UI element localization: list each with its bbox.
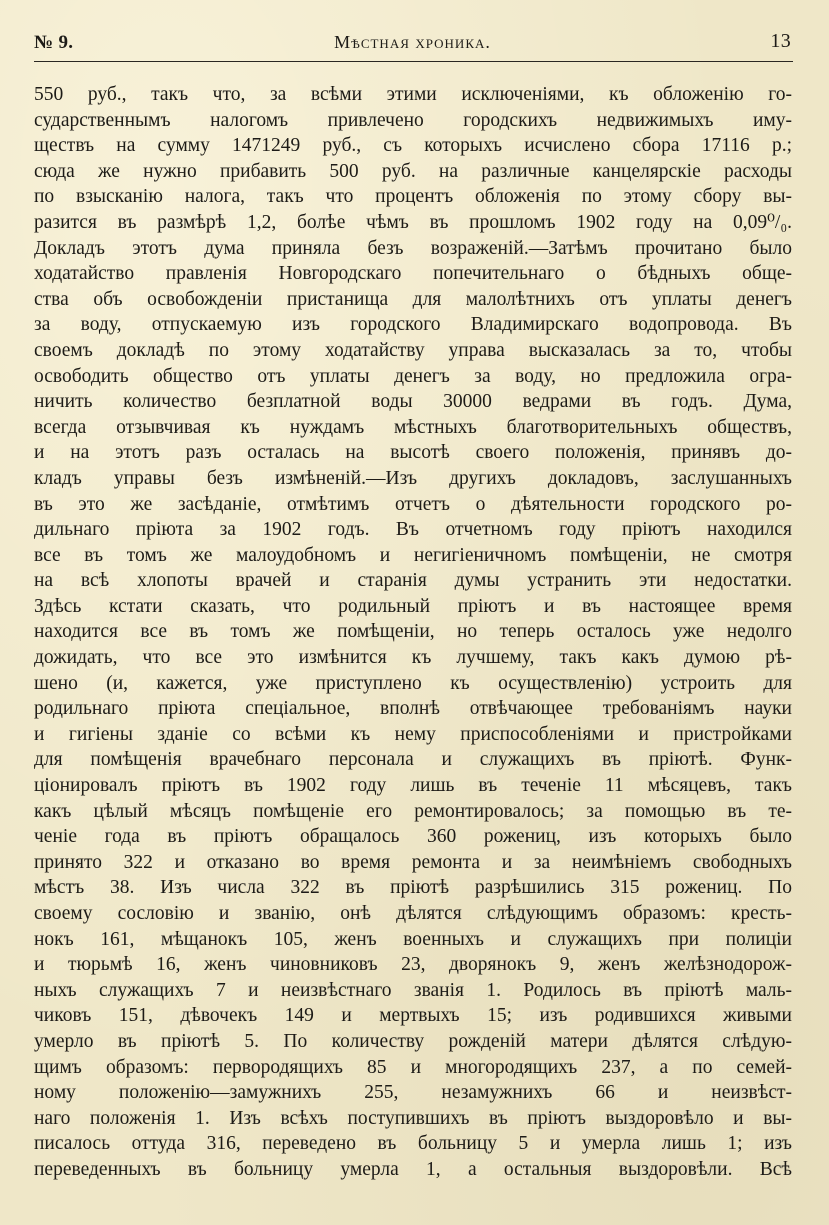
text-line: наго положенія 1. Изъ всѣхъ поступившихъ въ пріютъ выздоровѣло и вы-: [34, 1107, 792, 1129]
text-line: ства объ освобожденіи пристанища для малолѣтнихъ отъ уплаты денегъ: [34, 288, 792, 310]
text-line: сударственнымъ налогомъ привлечено городскихъ недвижимыхъ иму-: [34, 109, 792, 131]
text-line: какъ цѣлый мѣсяцъ помѣщеніе его ремонтировалось; за помощью въ те-: [34, 800, 792, 822]
text-line: сюда же нужно прибавить 500 руб. на различные канцелярскіе расходы: [34, 160, 792, 182]
text-line: ществъ на сумму 1471249 руб., съ которыхъ исчислено сбора 17116 р.;: [34, 135, 792, 157]
text-line: своему сословію и званію, онѣ дѣлятся слѣдующимъ образомъ: кресть-: [34, 903, 792, 924]
text-line: дожидать, что все это измѣнится къ лучшему, такъ какъ думою рѣ-: [34, 647, 792, 669]
text-line: ничить количество безплатной воды 30000 ведрами въ годъ. Дума,: [34, 391, 792, 413]
text-line: кладъ управы безъ измѣненій.—Изъ другихъ докладовъ, заслушанныхъ: [34, 467, 792, 489]
text-line: всегда отзывчивая къ нуждамъ мѣстныхъ благотворительныхъ обществъ,: [34, 416, 792, 438]
text-line: и на этотъ разъ осталась на высотѣ своего положенія, принявъ до-: [34, 442, 792, 464]
article-body: [34, 82, 792, 1183]
text-line: мѣстъ 38. Изъ числа 322 въ пріютѣ разрѣшились 315 рожениц. По: [34, 877, 792, 899]
page-number: 13: [770, 30, 791, 52]
text-line: по взысканію налога, такъ что процентъ обложенія по этому сбору вы-: [34, 186, 792, 208]
text-line: принято 322 и отказано во время ремонта и за неимѣніемъ свободныхъ: [34, 851, 792, 873]
text-line: ному положенію—замужнихъ 255, незамужнихъ 66 и неизвѣст-: [34, 1082, 792, 1104]
text-line: ныхъ служащихъ 7 и неизвѣстнаго званія 1. Родилось въ пріютѣ маль-: [34, 979, 792, 1001]
text-line: 550 руб., такъ что, за всѣми этими исключеніями, къ обложенію го-: [34, 84, 792, 105]
text-line: дильнаго пріюта за 1902 годъ. Въ отчетномъ году пріютъ находился: [34, 519, 792, 541]
text-line: своемъ докладѣ по этому ходатайству управа высказалась за то, чтобы: [34, 339, 792, 361]
text-line: находится все въ томъ же помѣщеніи, но теперь осталось уже недолго: [34, 621, 792, 643]
text-line: Здѣсь кстати сказать, что родильный пріютъ и въ настоящее время: [34, 595, 792, 617]
text-line: и гигіены зданіе со всѣми къ нему приспособленіями и пристройками: [34, 723, 792, 745]
text-line: ціонировалъ пріютъ въ 1902 году лишь въ теченіе 11 мѣсяцевъ, такъ: [34, 775, 792, 797]
text-line: на всѣ хлопоты врачей и старанія думы устранить эти недостатки.: [34, 570, 792, 592]
text-line: чиковъ 151, дѣвочекъ 149 и мертвыхъ 15; изъ родившихся живыми: [34, 1005, 792, 1027]
issue-number: № 9.: [34, 32, 74, 53]
text-line: родильнаго пріюта спеціальное, вполнѣ отвѣчающее требованіямъ науки: [34, 698, 792, 720]
text-line: все въ томъ же малоудобномъ и негигіеничномъ помѣщеніи, не смотря: [34, 544, 792, 566]
text-line: переведенныхъ въ больницу умерла 1, а остальныя выздоровѣли. Всѣ: [34, 1158, 792, 1180]
text-line: и тюрьмѣ 16, женъ чиновниковъ 23, дворянокъ 9, женъ желѣзнодорож-: [34, 954, 792, 976]
running-header: [34, 32, 791, 58]
section-title: Мѣстная хроника.: [334, 32, 491, 52]
text-line: писалось оттуда 316, переведено въ больницу 5 и умерла лишь 1; изъ: [34, 1133, 792, 1155]
text-line: умерло въ пріютѣ 5. По количеству рожденій матери дѣлятся слѣдую-: [34, 1030, 792, 1052]
header-rule: [34, 61, 793, 62]
text-line: щимъ образомъ: первородящихъ 85 и многородящихъ 237, а по семей-: [34, 1056, 792, 1078]
text-line: освободить общество отъ уплаты денегъ за воду, но предложила огра-: [34, 365, 792, 387]
text-line: для помѣщенія врачебнаго персонала и служащихъ въ пріютѣ. Функ-: [34, 749, 792, 771]
text-line: разится въ размѣрѣ 1,2, болѣе чѣмъ въ прошломъ 1902 году на 0,09⁰/₀.: [34, 211, 792, 233]
text-line: ченіе года въ пріютъ обращалось 360 рожениц, изъ которыхъ было: [34, 826, 792, 848]
text-line: за воду, отпускаемую изъ городского Владимирскаго водопровода. Въ: [34, 314, 792, 336]
text-line: нокъ 161, мѣщанокъ 105, женъ военныхъ и служащихъ при полиціи: [34, 928, 792, 950]
text-line: Докладъ этотъ дума приняла безъ возраженій.—Затѣмъ прочитано было: [34, 237, 792, 259]
text-line: въ это же засѣданіе, отмѣтимъ отчетъ о дѣятельности городского ро-: [34, 493, 792, 515]
text-line: ходатайство правленія Новгородскаго попечительнаго о бѣдныхъ обще-: [34, 263, 792, 285]
text-line: шено (и, кажется, уже приступлено къ осуществленію) устроить для: [34, 672, 792, 694]
